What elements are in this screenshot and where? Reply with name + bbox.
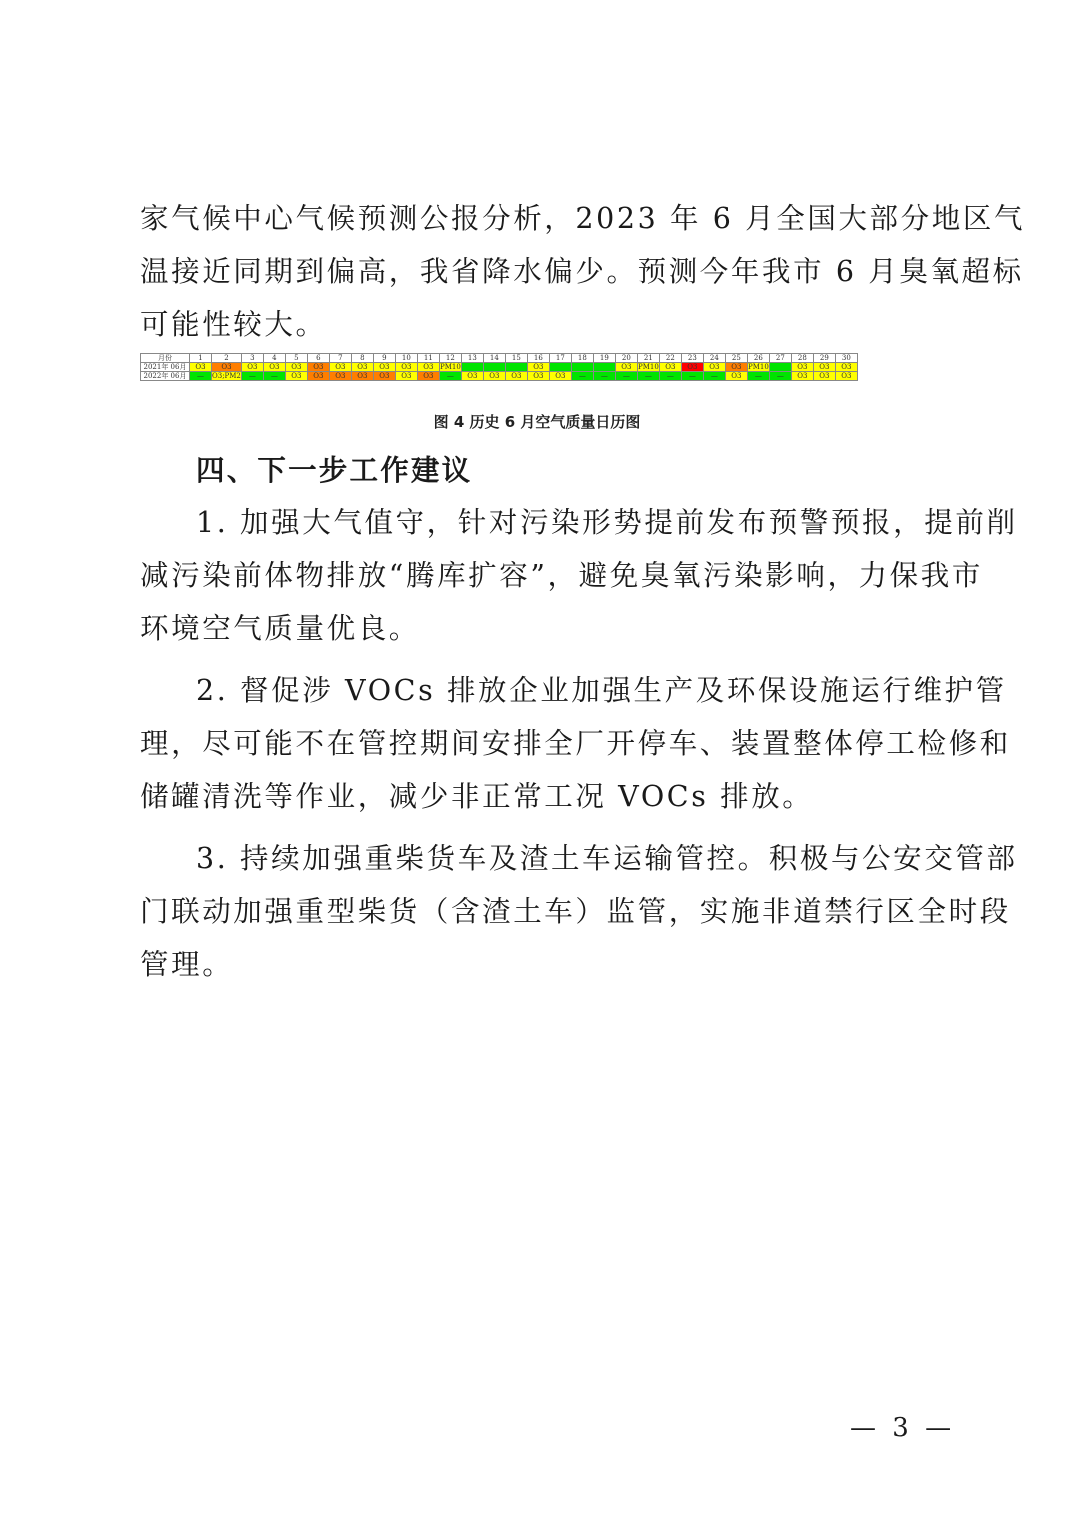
calendar-cell: O3	[725, 363, 747, 372]
intro-line-2: 温接近同期到偏高，我省降水偏少。预测今年我市 6 月臭氧超标	[140, 255, 1024, 288]
calendar-cell: O3	[351, 363, 373, 372]
calendar-cell	[461, 363, 483, 372]
calendar-day-header-8: 8	[351, 354, 373, 363]
calendar-cell: O3	[813, 363, 835, 372]
calendar-day-header-25: 25	[725, 354, 747, 363]
calendar-day-header-1: 1	[190, 354, 212, 363]
calendar-day-header-22: 22	[659, 354, 681, 363]
calendar-header-label: 月份	[141, 354, 190, 363]
intro-line-3: 可能性较大。	[140, 308, 327, 341]
calendar-day-header-16: 16	[527, 354, 549, 363]
calendar-cell: —	[681, 372, 703, 381]
calendar-day-header-27: 27	[769, 354, 791, 363]
calendar-cell: O3	[483, 372, 505, 381]
calendar-cell: O3	[212, 363, 242, 372]
calendar-cell: O3	[417, 363, 439, 372]
recommendation-1-line-2: 减污染前体物排放“腾库扩容”，避免臭氧污染影响，力保我市	[140, 559, 983, 592]
calendar-cell: —	[703, 372, 725, 381]
section-heading: 四、下一步工作建议	[196, 454, 473, 487]
calendar-cell: O3	[307, 363, 329, 372]
recommendation-1-line-1: 1. 加强大气值守，针对污染形势提前发布预警预报，提前削	[196, 506, 1018, 539]
calendar-cell: O3	[263, 363, 285, 372]
calendar-cell: O3	[373, 372, 395, 381]
calendar-day-header-3: 3	[241, 354, 263, 363]
calendar-day-header-13: 13	[461, 354, 483, 363]
calendar-header-row	[141, 354, 858, 363]
recommendation-1-line-3: 环境空气质量优良。	[140, 612, 420, 645]
calendar-cell: O3	[527, 363, 549, 372]
calendar-day-header-30: 30	[835, 354, 857, 363]
calendar-cell: O3	[725, 372, 747, 381]
calendar-day-header-5: 5	[285, 354, 307, 363]
calendar-cell: O3	[813, 372, 835, 381]
calendar-row-label: 2021年 06月	[141, 363, 190, 372]
calendar-row	[141, 363, 858, 372]
recommendation-3-line-3: 管理。	[140, 948, 234, 981]
calendar-cell: —	[593, 372, 615, 381]
calendar-cell: —	[747, 372, 769, 381]
intro-paragraph	[140, 192, 1026, 351]
calendar-cell: O3	[791, 372, 813, 381]
calendar-cell	[769, 363, 791, 372]
calendar-cell: O3	[351, 372, 373, 381]
calendar-row-label: 2022年 06月	[141, 372, 190, 381]
calendar-cell	[571, 363, 593, 372]
calendar-cell: PM10	[747, 362, 769, 371]
calendar-cell: O3	[329, 372, 351, 381]
calendar-cell: O3	[505, 372, 527, 381]
calendar-day-header-26: 26	[747, 354, 769, 363]
calendar-day-header-14: 14	[483, 354, 505, 363]
calendar-cell: O3	[461, 372, 483, 381]
recommendation-3-line-2: 门联动加强重型柴货（含渣土车）监管，实施非道禁行区全时段	[140, 895, 1011, 928]
calendar-cell: O3	[285, 363, 307, 372]
calendar-cell: O3	[395, 372, 417, 381]
calendar-day-header-9: 9	[373, 354, 395, 363]
calendar-day-header-11: 11	[417, 354, 439, 363]
calendar-cell: O3	[190, 363, 212, 372]
recommendation-3-line-1: 3. 持续加强重柴货车及渣土车运输管控。积极与公安交管部	[196, 842, 1018, 875]
figure-caption: 图 4 历史 6 月空气质量日历图	[433, 413, 641, 431]
calendar-cell: —	[439, 372, 461, 381]
calendar-cell: —	[659, 372, 681, 381]
recommendation-2-line-1: 2. 督促涉 VOCs 排放企业加强生产及环保设施运行维护管	[196, 674, 1007, 707]
calendar-cell: PM10	[439, 362, 461, 371]
calendar-cell: —	[263, 372, 285, 381]
calendar-cell: —	[571, 372, 593, 381]
calendar-day-header-12: 12	[439, 354, 461, 363]
calendar-day-header-6: 6	[307, 354, 329, 363]
recommendation-3	[140, 832, 1018, 991]
calendar-day-header-10: 10	[395, 354, 417, 363]
calendar-day-header-19: 19	[593, 354, 615, 363]
calendar-day-header-28: 28	[791, 354, 813, 363]
calendar-cell: O3	[285, 372, 307, 381]
calendar-cell: O3	[417, 372, 439, 381]
calendar-cell: PM10	[637, 362, 659, 371]
calendar-day-header-7: 7	[329, 354, 351, 363]
calendar-cell: O3	[835, 372, 857, 381]
calendar-day-header-17: 17	[549, 354, 571, 363]
calendar-day-header-29: 29	[813, 354, 835, 363]
calendar-cell: —	[190, 372, 212, 381]
calendar-cell: O3	[241, 363, 263, 372]
calendar-day-header-20: 20	[615, 354, 637, 363]
calendar-day-header-21: 21	[637, 354, 659, 363]
calendar-day-header-2: 2	[212, 354, 242, 363]
calendar-cell: O3	[395, 363, 417, 372]
calendar-cell: O3	[703, 363, 725, 372]
recommendation-2	[140, 664, 1011, 823]
intro-line-1: 家气候中心气候预测公报分析，2023 年 6 月全国大部分地区气	[140, 202, 1026, 235]
page-number: — 3 —	[850, 1413, 956, 1443]
calendar-cell: O3	[373, 363, 395, 372]
calendar-cell: O3	[791, 363, 813, 372]
calendar-cell: O3	[835, 363, 857, 372]
recommendation-1	[140, 496, 1018, 655]
recommendation-2-line-3: 储罐清洗等作业，减少非正常工况 VOCs 排放。	[140, 780, 814, 813]
calendar-day-header-23: 23	[681, 354, 703, 363]
calendar-day-header-15: 15	[505, 354, 527, 363]
calendar-cell: O3	[527, 372, 549, 381]
air-quality-calendar-table	[140, 353, 858, 381]
calendar-cell: —	[615, 372, 637, 381]
calendar-cell	[549, 363, 571, 372]
calendar-day-header-4: 4	[263, 354, 285, 363]
calendar-cell: O3	[615, 363, 637, 372]
calendar-cell	[483, 363, 505, 372]
calendar-day-header-24: 24	[703, 354, 725, 363]
calendar-cell: —	[637, 372, 659, 381]
calendar-row	[141, 372, 858, 381]
calendar-cell: O3	[549, 372, 571, 381]
calendar-day-header-18: 18	[571, 354, 593, 363]
calendar-cell: —	[769, 372, 791, 381]
recommendation-2-line-2: 理，尽可能不在管控期间安排全厂开停车、装置整体停工检修和	[140, 727, 1011, 760]
calendar-cell: O3	[659, 363, 681, 372]
calendar-cell: O3;PM2	[212, 371, 241, 380]
calendar-cell	[593, 363, 615, 372]
calendar-cell: O3	[307, 372, 329, 381]
calendar-cell: O3	[329, 363, 351, 372]
calendar-cell: —	[241, 372, 263, 381]
calendar-cell: O3	[681, 363, 703, 372]
calendar-cell	[505, 363, 527, 372]
